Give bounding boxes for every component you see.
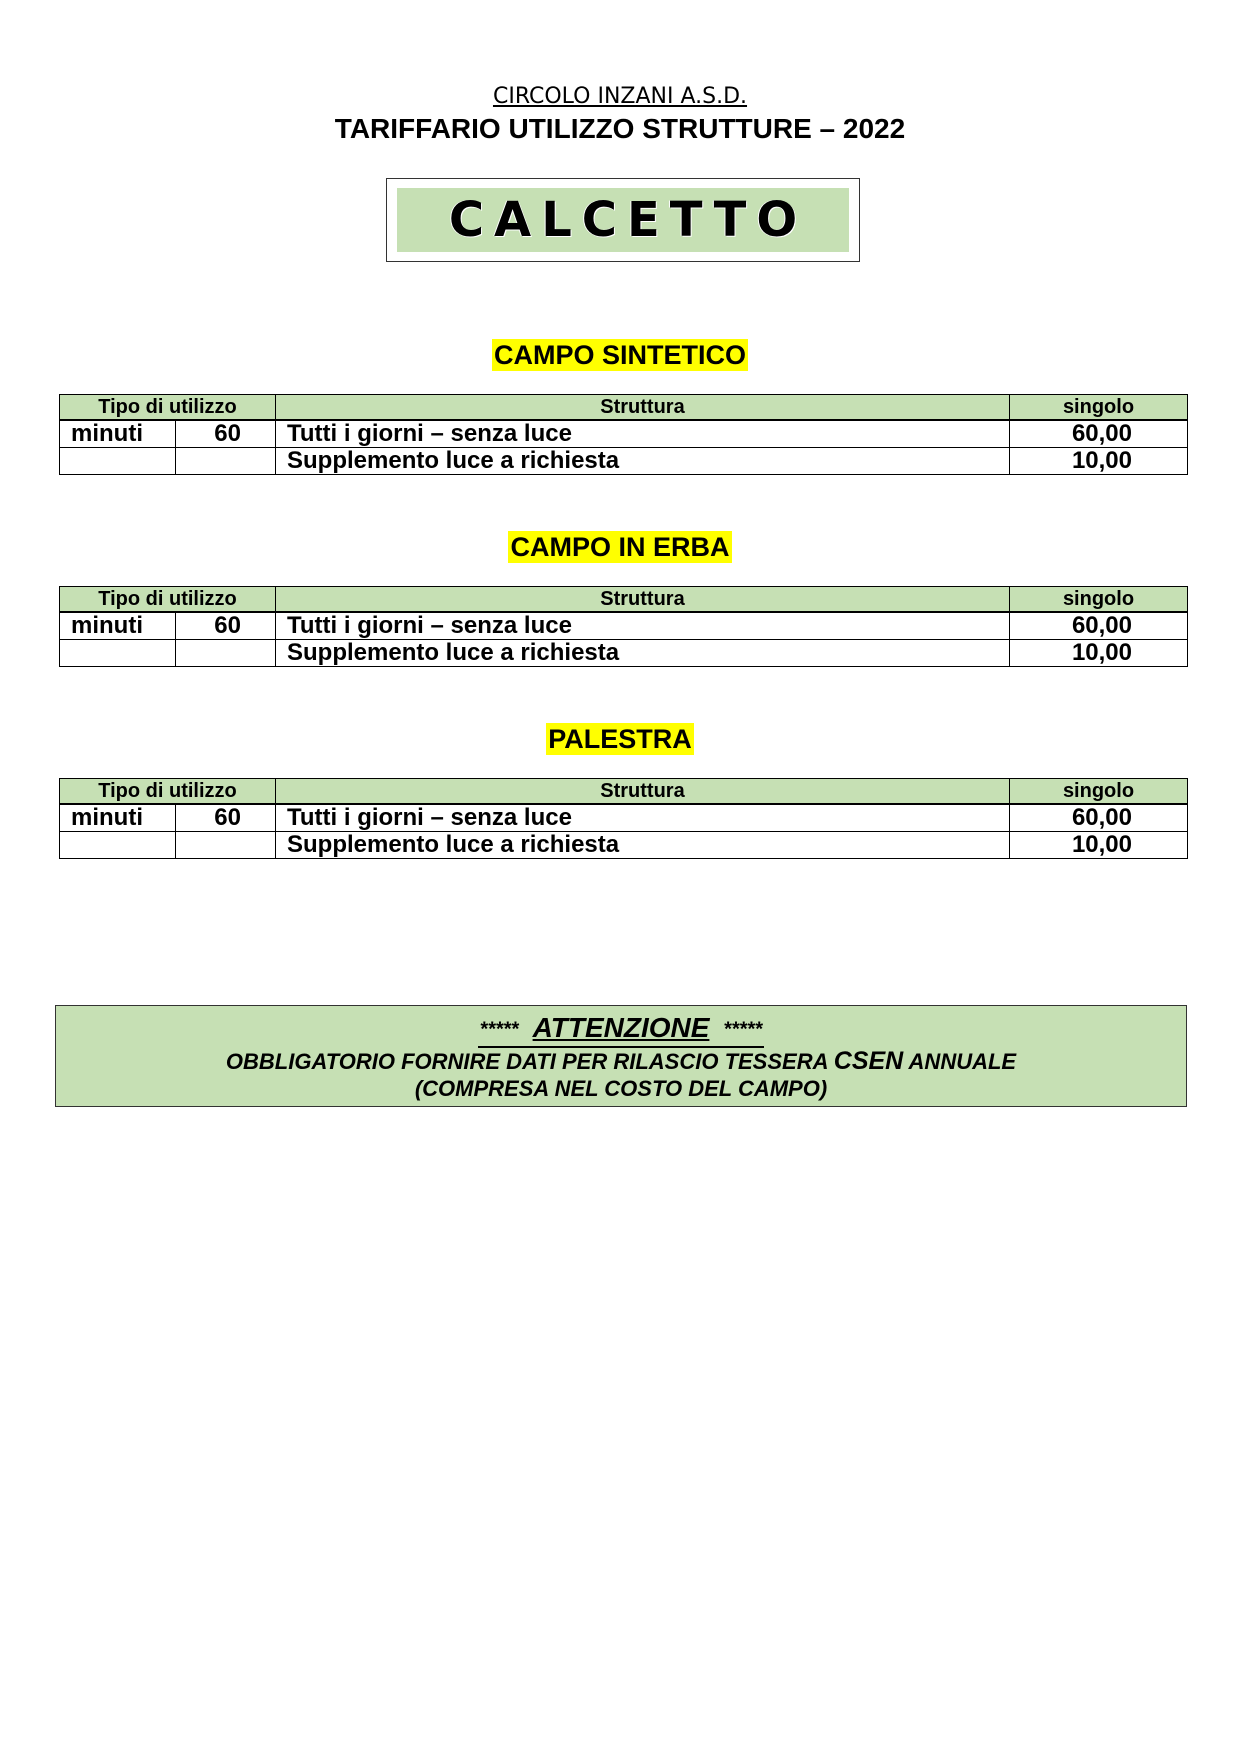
- notice-line-2: (COMPRESA NEL COSTO DEL CAMPO): [414, 1075, 828, 1101]
- cell-qty: [176, 640, 276, 667]
- cell-qty: 60: [176, 420, 276, 448]
- header-price: singolo: [1010, 779, 1188, 805]
- notice-stars-right: *****: [723, 1018, 763, 1041]
- notice-heading: [56, 1012, 1186, 1048]
- cell-description: Tutti i giorni – senza luce: [276, 420, 1010, 448]
- cell-description: Supplemento luce a richiesta: [276, 640, 1010, 667]
- header-structure: Struttura: [276, 587, 1010, 613]
- header-usage-type: Tipo di utilizzo: [60, 395, 276, 421]
- header-structure: Struttura: [276, 395, 1010, 421]
- rate-table-palestra: [59, 778, 1188, 859]
- table-row: [60, 640, 1188, 667]
- cell-qty: [176, 832, 276, 859]
- cell-price: 10,00: [1010, 448, 1188, 475]
- header-usage-type: Tipo di utilizzo: [60, 779, 276, 805]
- cell-description: Supplemento luce a richiesta: [276, 448, 1010, 475]
- cell-qty: 60: [176, 612, 276, 640]
- category-banner-fill: [397, 188, 849, 252]
- table-row: [60, 420, 1188, 448]
- notice-heading-word: ATTENZIONE: [532, 1012, 710, 1043]
- table-header-row: [60, 587, 1188, 613]
- organization-name: CIRCOLO INZANI A.S.D.: [492, 84, 748, 109]
- header-price: singolo: [1010, 587, 1188, 613]
- notice-box: [55, 1005, 1187, 1107]
- cell-unit: minuti: [60, 804, 176, 832]
- header-structure: Struttura: [276, 779, 1010, 805]
- cell-price: 10,00: [1010, 640, 1188, 667]
- cell-unit: [60, 640, 176, 667]
- cell-unit: minuti: [60, 612, 176, 640]
- cell-price: 60,00: [1010, 804, 1188, 832]
- section-title-campo-sintetico: CAMPO SINTETICO: [493, 340, 746, 370]
- notice-stars-left: *****: [479, 1018, 519, 1041]
- rate-table-campo-sintetico: [59, 394, 1188, 475]
- cell-qty: [176, 448, 276, 475]
- document-title: TARIFFARIO UTILIZZO STRUTTURE – 2022: [334, 113, 906, 144]
- cell-unit: minuti: [60, 420, 176, 448]
- cell-unit: [60, 448, 176, 475]
- category-banner-label: CALCETTO: [448, 192, 808, 248]
- cell-description: Supplemento luce a richiesta: [276, 832, 1010, 859]
- rate-table-campo-in-erba: [59, 586, 1188, 667]
- table-header-row: [60, 779, 1188, 805]
- cell-unit: [60, 832, 176, 859]
- table-row: [60, 448, 1188, 475]
- header-price: singolo: [1010, 395, 1188, 421]
- cell-qty: 60: [176, 804, 276, 832]
- table-header-row: [60, 395, 1188, 421]
- notice-line-1: OBBLIGATORIO FORNIRE DATI PER RILASCIO TESSERA CSEN ANNUALE: [225, 1046, 1017, 1075]
- table-row: [60, 832, 1188, 859]
- header-usage-type: Tipo di utilizzo: [60, 587, 276, 613]
- cell-description: Tutti i giorni – senza luce: [276, 804, 1010, 832]
- section-title-palestra: PALESTRA: [548, 724, 692, 754]
- table-row: [60, 804, 1188, 832]
- section-title-campo-in-erba: CAMPO IN ERBA: [510, 532, 730, 562]
- cell-price: 60,00: [1010, 420, 1188, 448]
- cell-price: 60,00: [1010, 612, 1188, 640]
- cell-price: 10,00: [1010, 832, 1188, 859]
- table-row: [60, 612, 1188, 640]
- cell-description: Tutti i giorni – senza luce: [276, 612, 1010, 640]
- category-banner: [386, 178, 860, 262]
